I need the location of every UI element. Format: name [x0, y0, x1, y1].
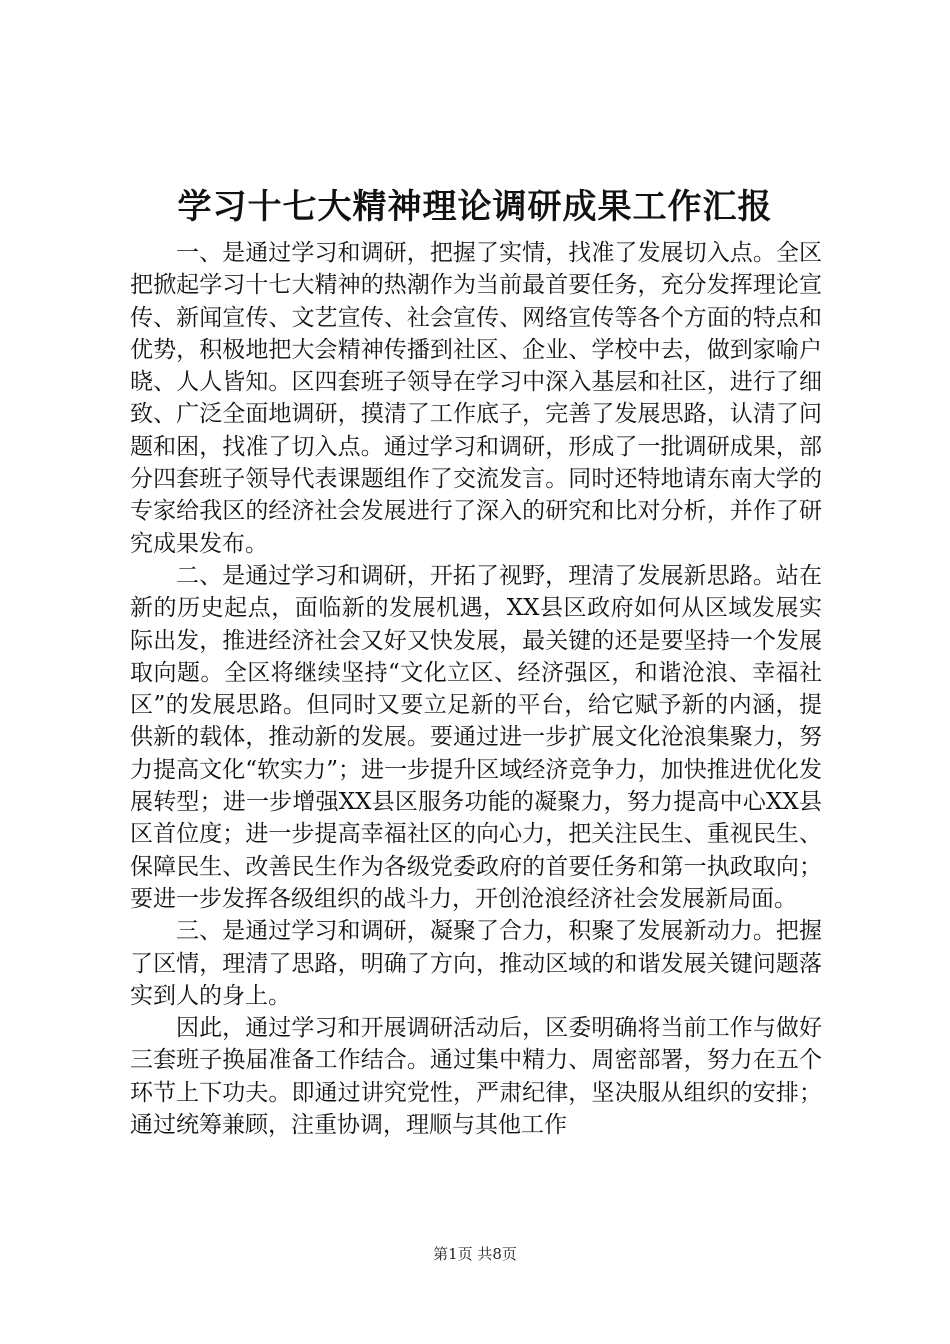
document-body: [130, 237, 822, 1141]
paragraph-2: 二、是通过学习和调研，开拓了视野，理清了发展新思路。站在新的历史起点，面临新的发展机遇，XX县区政府如何从区域发展实际出发，推进经济社会又好又快发展，最关键的还是要坚持一个发展取向题。全区将继续坚持“文化立区、经济强区，和谐沧浪、幸福社区”的发展思路。但同时又要立足新的平台，给它赋予新的内涵，提供新的载体，推动新的发展。要通过进一步扩展文化沧浪集聚力，努力提高文化“软实力”；进一步提升区域经济竞争力，加快推进优化发展转型；进一步增强XX县区服务功能的凝聚力，努力提高中心XX县区首位度；进一步提高幸福社区的向心力，把关注民生、重视民生、保障民生、改善民生作为各级党委政府的首要任务和第一执政取向；要进一步发挥各级组织的战斗力，开创沧浪经济社会发展新局面。: [130, 562, 822, 912]
paragraph-4: 因此，通过学习和开展调研活动后，区委明确将当前工作与做好三套班子换届准备工作结合。通过集中精力、周密部署，努力在五个环节上下功夫。即通过讲究党性，严肃纪律，坚决服从组织的安排；通过统筹兼顾，注重协调，理顺与其他工作: [130, 1015, 822, 1139]
paragraph-3: 三、是通过学习和调研，凝聚了合力，积聚了发展新动力。把握了区情，理清了思路，明确了方向，推动区域的和谐发展关键问题落实到人的身上。: [130, 918, 822, 1009]
paragraph-1: 一、是通过学习和调研，把握了实情，找准了发展切入点。全区把掀起学习十七大精神的热潮作为当前最首要任务，充分发挥理论宣传、新闻宣传、文艺宣传、社会宣传、网络宣传等各个方面的特点和优势，积极地把大会精神传播到社区、企业、学校中去，做到家喻户晓、人人皆知。区四套班子领导在学习中深入基层和社区，进行了细致、广泛全面地调研，摸清了工作底子，完善了发展思路，认清了问题和困，找准了切入点。通过学习和调研，形成了一批调研成果，部分四套班子领导代表课题组作了交流发言。同时还特地请东南大学的专家给我区的经济社会发展进行了深入的研究和比对分析，并作了研究成果发布。: [130, 240, 822, 557]
document-title: 学习十七大精神理论调研成果工作汇报: [177, 187, 773, 227]
page-number-footer: 第1页 共8页: [433, 1245, 517, 1263]
